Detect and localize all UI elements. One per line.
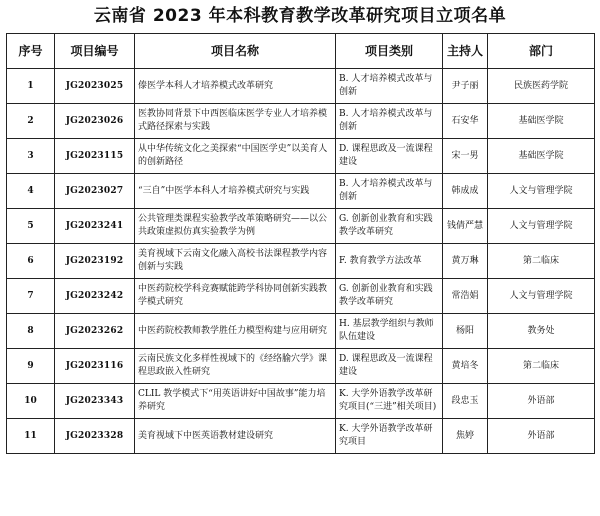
project-dept: 基础医学院 — [488, 104, 595, 139]
project-name: 云南民族文化多样性视域下的《经络腧穴学》课程思政嵌入性研究 — [135, 349, 336, 384]
project-category: K. 大学外语教学改革研究项目 — [336, 419, 443, 454]
table-row — [7, 209, 595, 244]
project-dept: 第二临床 — [488, 349, 595, 384]
project-name: 从中华传统文化之美探索“中国医学史”以美育人的创新路径 — [135, 139, 336, 174]
row-num: 6 — [7, 244, 55, 279]
project-table — [6, 33, 595, 454]
project-category: D. 课程思政及一流课程建设 — [336, 139, 443, 174]
project-host: 钱倩严慧 — [443, 209, 488, 244]
table-row — [7, 174, 595, 209]
project-name: “三自”中医学本科人才培养模式研究与实践 — [135, 174, 336, 209]
project-category: B. 人才培养模式改革与创新 — [336, 174, 443, 209]
project-host: 杨阳 — [443, 314, 488, 349]
project-code: JG2023241 — [55, 209, 135, 244]
project-dept: 民族医药学院 — [488, 69, 595, 104]
project-category: B. 人才培养模式改革与创新 — [336, 69, 443, 104]
project-code: JG2023242 — [55, 279, 135, 314]
table-row — [7, 279, 595, 314]
project-code: JG2023025 — [55, 69, 135, 104]
project-code: JG2023328 — [55, 419, 135, 454]
document-title: 云南省 2023 年本科教育教学改革研究项目立项名单 — [93, 6, 507, 26]
project-host: 宋一男 — [443, 139, 488, 174]
project-host: 段忠玉 — [443, 384, 488, 419]
row-num: 10 — [7, 384, 55, 419]
project-dept: 外语部 — [488, 419, 595, 454]
header-host: 主持人 — [443, 34, 488, 69]
project-code: JG2023027 — [55, 174, 135, 209]
project-name: CLIL 教学模式下“用英语讲好中国故事”能力培养研究 — [135, 384, 336, 419]
project-name: 傣医学本科人才培养模式改革研究 — [135, 69, 336, 104]
project-host: 黄培冬 — [443, 349, 488, 384]
project-category: G. 创新创业教育和实践教学改革研究 — [336, 209, 443, 244]
header-code: 项目编号 — [55, 34, 135, 69]
project-host: 黄万琳 — [443, 244, 488, 279]
table-row — [7, 314, 595, 349]
header-name: 项目名称 — [135, 34, 336, 69]
table-row — [7, 244, 595, 279]
project-name: 中医药院校教师教学胜任力模型构建与应用研究 — [135, 314, 336, 349]
project-dept: 人文与管理学院 — [488, 174, 595, 209]
project-dept: 教务处 — [488, 314, 595, 349]
row-num: 1 — [7, 69, 55, 104]
project-category: D. 课程思政及一流课程建设 — [336, 349, 443, 384]
project-name: 美育视域下中医英语教材建设研究 — [135, 419, 336, 454]
project-host: 石安华 — [443, 104, 488, 139]
project-dept: 人文与管理学院 — [488, 209, 595, 244]
table-row — [7, 139, 595, 174]
project-category: F. 教育教学方法改革 — [336, 244, 443, 279]
project-host: 韩成成 — [443, 174, 488, 209]
row-num: 5 — [7, 209, 55, 244]
project-code: JG2023115 — [55, 139, 135, 174]
project-dept: 基础医学院 — [488, 139, 595, 174]
row-num: 11 — [7, 419, 55, 454]
project-host: 焦婷 — [443, 419, 488, 454]
project-dept: 外语部 — [488, 384, 595, 419]
row-num: 7 — [7, 279, 55, 314]
row-num: 4 — [7, 174, 55, 209]
row-num: 3 — [7, 139, 55, 174]
project-name: 医教协同背景下中西医临床医学专业人才培养模式路径探索与实践 — [135, 104, 336, 139]
project-code: JG2023116 — [55, 349, 135, 384]
project-name: 中医药院校学科竞赛赋能跨学科协同创新实践教学模式研究 — [135, 279, 336, 314]
table-row — [7, 104, 595, 139]
row-num: 2 — [7, 104, 55, 139]
table-row — [7, 69, 595, 104]
table-row — [7, 384, 595, 419]
header-dept: 部门 — [488, 34, 595, 69]
project-host: 常浩娟 — [443, 279, 488, 314]
project-category: H. 基层教学组织与教师队伍建设 — [336, 314, 443, 349]
project-code: JG2023343 — [55, 384, 135, 419]
project-dept: 人文与管理学院 — [488, 279, 595, 314]
project-code: JG2023262 — [55, 314, 135, 349]
project-host: 尹子丽 — [443, 69, 488, 104]
row-num: 8 — [7, 314, 55, 349]
project-category: G. 创新创业教育和实践教学改革研究 — [336, 279, 443, 314]
project-code: JG2023026 — [55, 104, 135, 139]
project-code: JG2023192 — [55, 244, 135, 279]
project-name: 美育视域下云南文化融入高校书法课程教学内容创新与实践 — [135, 244, 336, 279]
project-category: B. 人才培养模式改革与创新 — [336, 104, 443, 139]
table-header-row — [7, 34, 595, 69]
table-row — [7, 419, 595, 454]
header-num: 序号 — [7, 34, 55, 69]
row-num: 9 — [7, 349, 55, 384]
project-name: 公共管理类课程实验教学改革策略研究——以公共政策虚拟仿真实验教学为例 — [135, 209, 336, 244]
project-dept: 第二临床 — [488, 244, 595, 279]
header-category: 项目类别 — [336, 34, 443, 69]
table-row — [7, 349, 595, 384]
project-category: K. 大学外语教学改革研究项目(“三进”相关项目) — [336, 384, 443, 419]
